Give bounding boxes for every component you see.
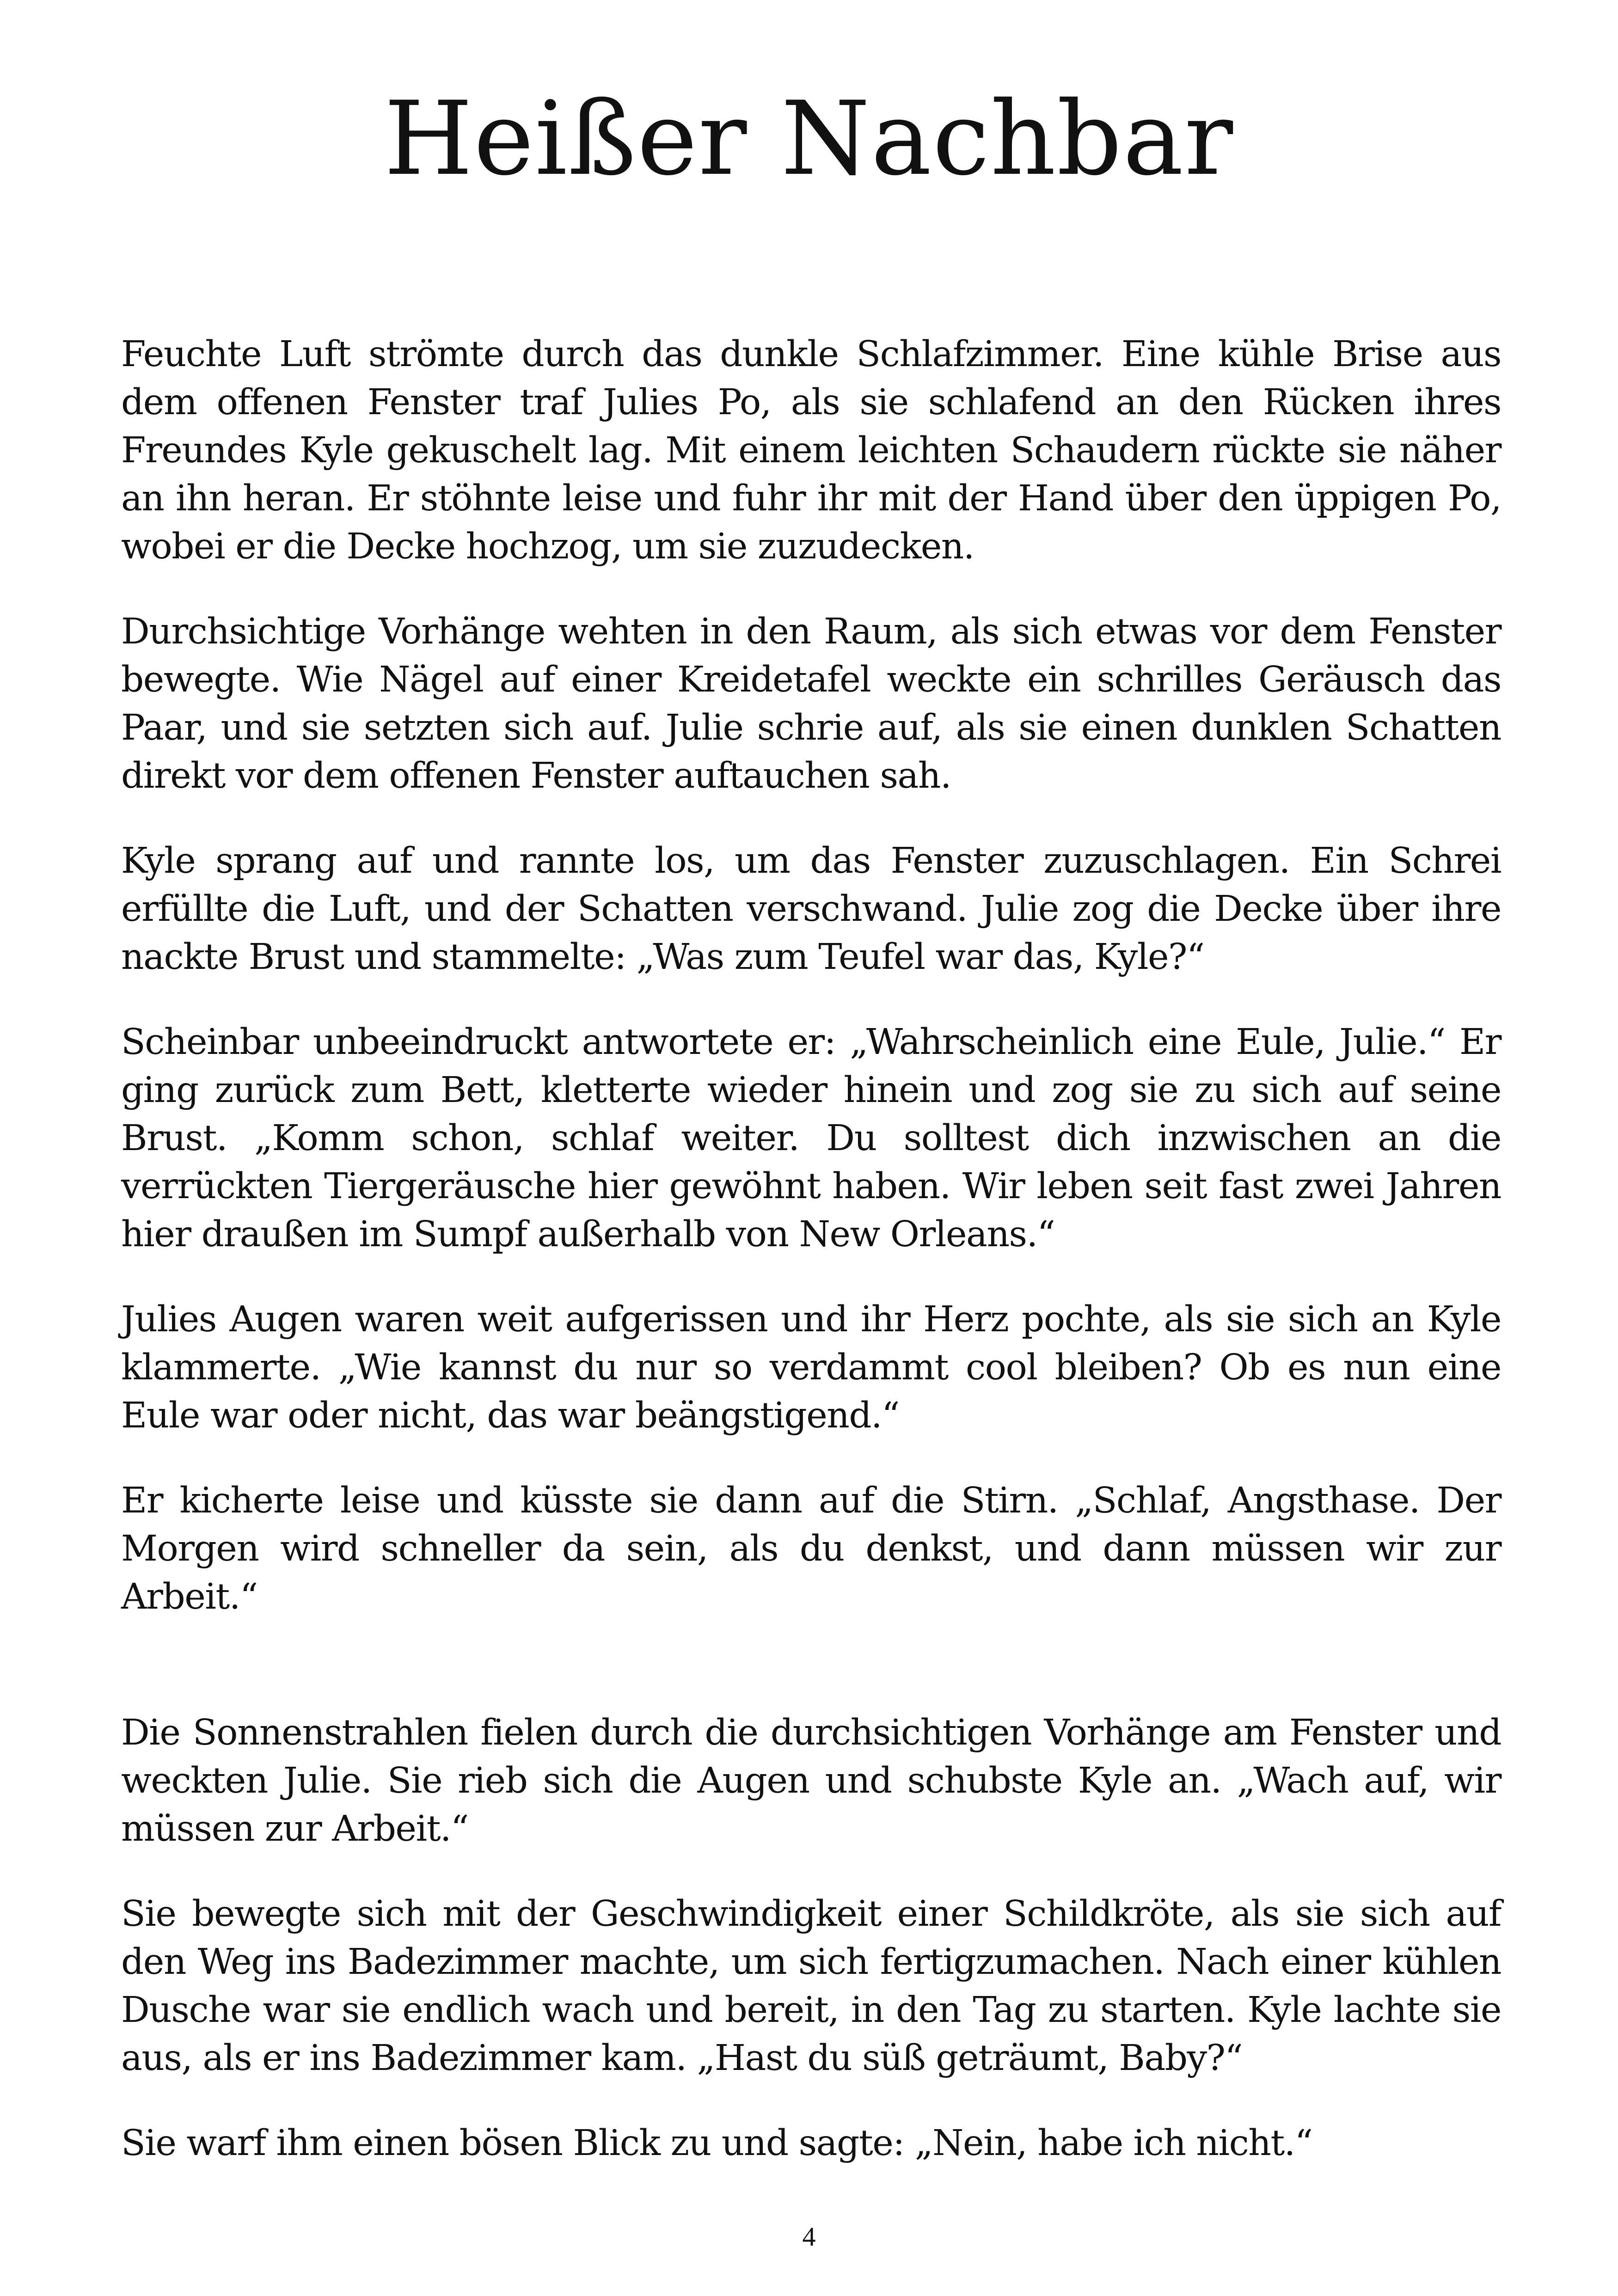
paragraph: Er kicherte leise und küsste sie dann auf die Stirn. „Schlaf, Angsthase. Der Morgen wird schneller da sein, als du denkst, und dann müssen wir zur Arbeit.“ bbox=[121, 1480, 1501, 1617]
paragraph: Julies Augen waren weit aufgerissen und ihr Herz pochte, als sie sich an Kyle klammerte. „Wie kannst du nur so verdammt cool bleiben? Ob es nun eine Eule war oder nicht, das war beängstigend.“ bbox=[121, 1299, 1501, 1436]
paragraph: Sie warf ihm einen bösen Blick zu und sagte: „Nein, habe ich nicht.“ bbox=[121, 2123, 1312, 2164]
body-text bbox=[121, 331, 1501, 2204]
paragraph: Feuchte Luft strömte durch das dunkle Schlafzimmer. Eine kühle Brise aus dem offenen Fenster traf Julies Po, als sie schlafend an den Rücken ihres Freundes Kyle gekuschelt lag. Mit einem leichten Schaudern rückte sie näher an ihn heran. Er stöhnte leise und fuhr ihr mit der Hand über den üppigen Po, wobei er die Decke hochzog, um sie zuzudecken. bbox=[121, 334, 1501, 567]
paragraph: Kyle sprang auf und rannte los, um das Fenster zuzuschlagen. Ein Schrei erfüllte die Luft, und der Schatten verschwand. Julie zog die Decke über ihre nackte Brust und stammelte: „Was zum Teufel war das, Kyle?“ bbox=[121, 840, 1501, 978]
page-number: 4 bbox=[802, 2222, 816, 2252]
page-title: Heißer Nachbar bbox=[384, 80, 1234, 198]
paragraph: Scheinbar unbeeindruckt antwortete er: „Wahrscheinlich eine Eule, Julie.“ Er ging zurück zum Bett, kletterte wieder hinein und zog sie zu sich auf seine Brust. „Komm schon, schlaf weiter. Du solltest dich inzwischen an die verrückten Tiergeräusche hier gewöhnt haben. Wir leben seit fast zwei Jahren hier draußen im Sumpf außerhalb von New Orleans.“ bbox=[121, 1022, 1501, 1255]
paragraph: Durchsichtige Vorhänge wehten in den Raum, als sich etwas vor dem Fenster bewegte. Wie Nägel auf einer Kreidetafel weckte ein schrilles Geräusch das Paar, und sie setzten sich auf. Julie schrie auf, als sie einen dunklen Schatten direkt vor dem offenen Fenster auftauchen sah. bbox=[121, 611, 1501, 796]
paragraph: Die Sonnenstrahlen fielen durch die durchsichtigen Vorhänge am Fenster und weckten Julie. Sie rieb sich die Augen und schubste Kyle an. „Wach auf, wir müssen zur Arbeit.“ bbox=[121, 1712, 1501, 1849]
paragraph: Sie bewegte sich mit der Geschwindigkeit einer Schildkröte, als sie sich auf den Weg ins Badezimmer machte, um sich fertigzumachen. Nach einer kühlen Dusche war sie endlich wach und bereit, in den Tag zu starten. Kyle lachte sie aus, als er ins Badezimmer kam. „Hast du süß geträumt, Baby?“ bbox=[121, 1893, 1501, 2079]
